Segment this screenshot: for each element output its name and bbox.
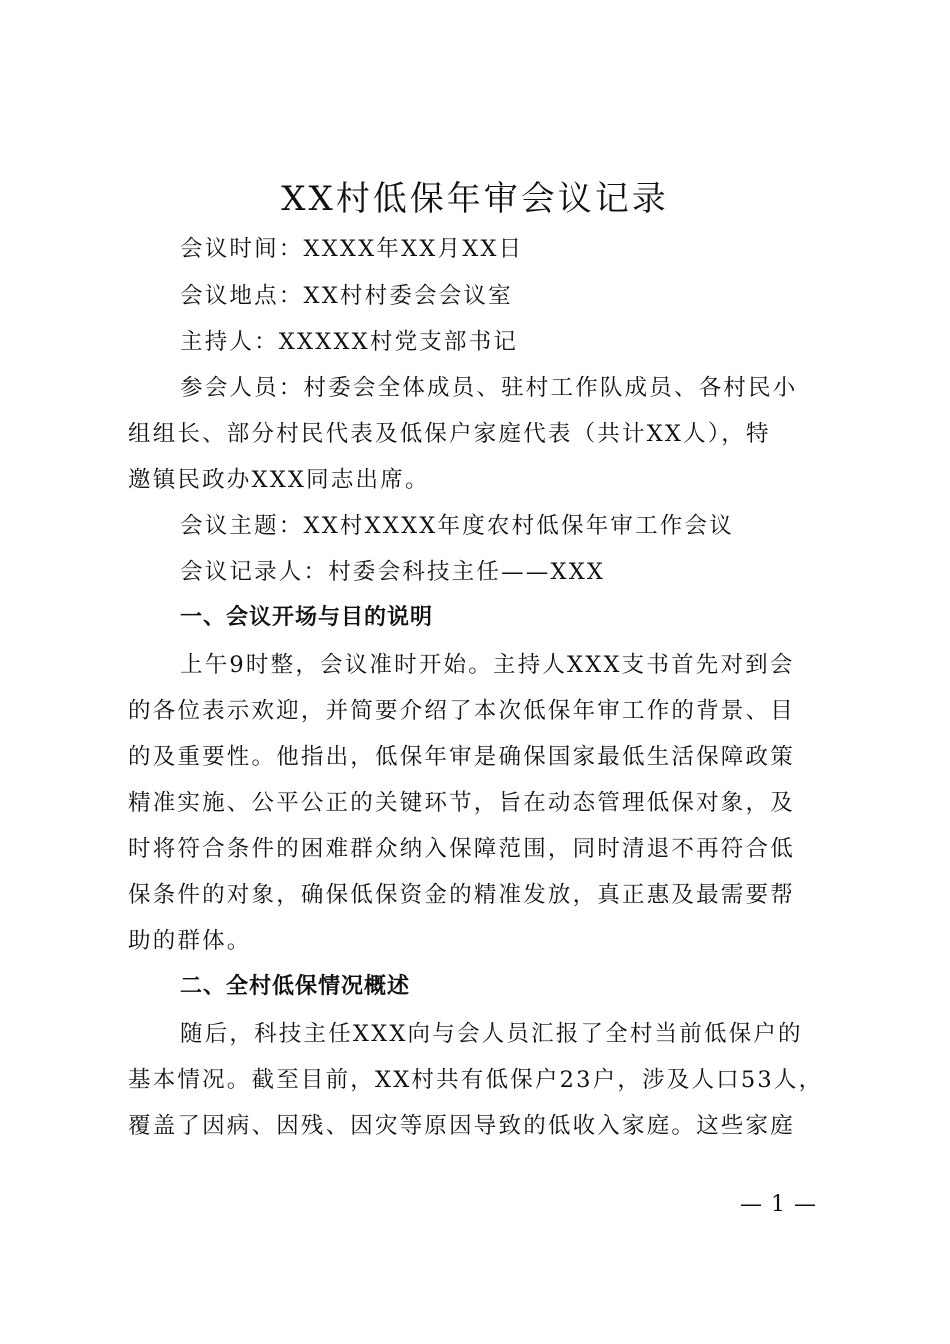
attendees-line: 组组长、部分村民代表及低保户家庭代表（共计XX人），特 — [128, 421, 771, 447]
section-heading: 一、会议开场与目的说明 — [180, 605, 434, 630]
paragraph-line: 保条件的对象，确保低保资金的精准发放，真正惠及最需要帮 — [128, 882, 795, 908]
section-heading: 二、全村低保情况概述 — [180, 974, 411, 999]
meeting-recorder: 会议记录人：村委会科技主任——XXX — [180, 559, 606, 585]
paragraph-line: 覆盖了因病、因残、因灾等原因导致的低收入家庭。这些家庭 — [128, 1113, 795, 1139]
document-title: XX村低保年审会议记录 — [281, 179, 669, 219]
paragraph-line: 随后，科技主任XXX向与会人员汇报了全村当前低保户的 — [180, 1021, 803, 1047]
paragraph-line: 的各位表示欢迎，并简要介绍了本次低保年审工作的背景、目 — [128, 698, 795, 724]
attendees-line: 邀镇民政办XXX同志出席。 — [128, 467, 430, 493]
paragraph-line: 基本情况。截至目前，XX村共有低保户23户，涉及人口53人， — [128, 1067, 824, 1093]
meeting-topic: 会议主题：XX村XXXX年度农村低保年审工作会议 — [180, 513, 734, 539]
meeting-place: 会议地点：XX村村委会会议室 — [180, 283, 513, 309]
paragraph-line: 精准实施、公平公正的关键环节，旨在动态管理低保对象，及 — [128, 790, 795, 816]
paragraph-line: 助的群体。 — [128, 928, 252, 954]
paragraph-line: 上午9时整，会议准时开始。主持人XXX支书首先对到会 — [180, 652, 795, 678]
attendees-line: 参会人员：村委会全体成员、驻村工作队成员、各村民小 — [180, 375, 798, 401]
page-number: — 1 — — [740, 1192, 817, 1217]
paragraph-line: 的及重要性。他指出，低保年审是确保国家最低生活保障政策 — [128, 744, 795, 770]
paragraph-line: 时将符合条件的困难群众纳入保障范围，同时清退不再符合低 — [128, 836, 795, 862]
meeting-host: 主持人：XXXXX村党支部书记 — [180, 329, 519, 355]
meeting-time: 会议时间：XXXX年XX月XX日 — [180, 236, 524, 262]
